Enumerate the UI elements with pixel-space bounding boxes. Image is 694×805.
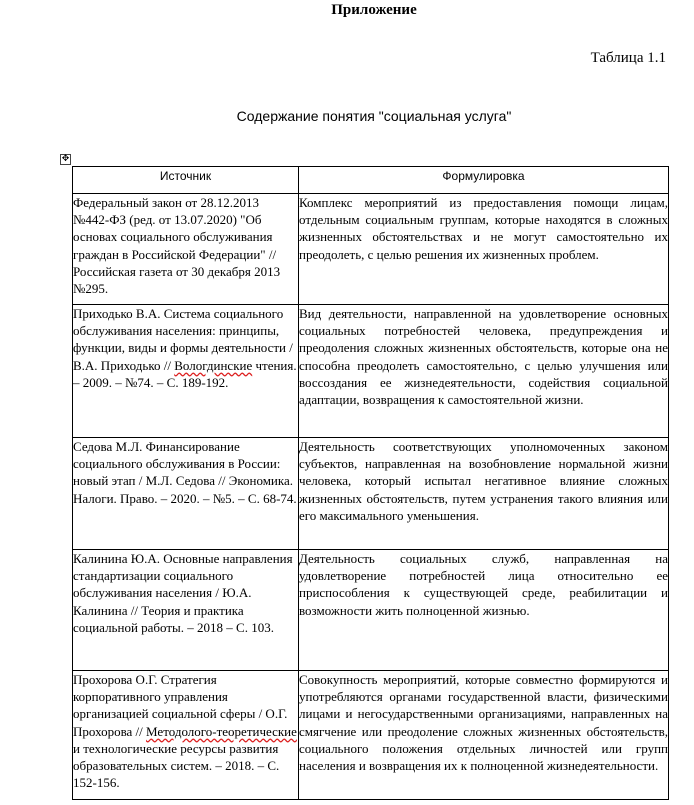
source-cell: Седова М.Л. Финансирование социального обслуживания в России: новый этап / М.Л. Седова // Экономика. Налоги. Право. – 2020. – №5. – С. 68-74. [73,438,299,550]
source-text: Прохорова О.Г. Стратегия корпоративного управления организацией социальной сферы / О.Г. Прохорова // [73,672,288,739]
definition-cell: Комплекс мероприятий из предоставления помощи лицам, отдельным социальным группам, которые находятся в сложных жизненных обстоятельствах и не могут самостоятельно их преодолеть, с целью решения их жизненных проблем. [299,194,669,305]
definition-cell: Совокупность мероприятий, которые совместно формируются и употребляются органами государственной власти, физическими лицами и негосударственными организациями, направленных на смягчение или преодоление сложных жизненных обстоятельств, социального положения отдельных личностей или групп населения и возвращения их к полноценной жизнедеятельности. [299,671,669,800]
source-text: и технологические ресурсы развития образовательных систем. – 2018. – С. 152-156. [73,740,280,791]
source-cell: Федеральный закон от 28.12.2013 №442-ФЗ (ред. от 13.07.2020) "Об основах социального обслуживания граждан в Российской Федерации" // Российская газета от 30 декабря 2013 №295. [73,194,299,305]
appendix-heading: Приложение [331,2,417,18]
source-text: чтения. – 2009. – №74. – С. 189-192. [73,357,297,390]
spellcheck-marked-word: Вологдинские [174,357,253,373]
sources-table [72,166,669,800]
table-row [73,671,669,800]
table-row [73,550,669,671]
definition-cell: Деятельность социальных служб, направленная на удовлетворение потребностей лица относительно ее приспособления к существующей среде, реабилитации и возможности жить полноценной жизнью. [299,550,669,671]
table-move-handle-icon[interactable]: ✥ [61,154,70,164]
definition-cell: Деятельность соответствующих уполномоченных законом субъектов, направленная на возобновление нормальной жизни человека, который испытал негативное влияние сложных жизненных обстоятельств, путем устранения такого влияния или его максимального уменьшения. [299,438,669,550]
table-row [73,305,669,438]
table-row [73,194,669,305]
source-cell [73,305,299,438]
table-number: Таблица 1.1 [590,50,666,66]
table-header-row [73,167,669,194]
table-row [73,438,669,550]
definition-cell: Вид деятельности, направленной на удовлетворение основных социальных потребностей человека, предупреждения и преодоления сложных жизненных обстоятельств, которые она не способна преодолеть самостоятельно, с целью улучшения или воссоздания ее жизнедеятельности, содействия социальной адаптации, возвращения к самостоятельной жизни. [299,305,669,438]
source-text: Приходько В.А. Система социального обслуживания населения: принципы, функции, виды и формы деятельности / В.А. Приходько // [73,306,293,373]
header-source: Источник [73,167,299,194]
spellcheck-marked-word: Методолого-теоретические [146,723,297,739]
header-definition: Формулировка [299,167,669,194]
table-caption: Содержание понятия "социальная услуга" [236,108,512,124]
source-cell: Калинина Ю.А. Основные направления стандартизации социального обслуживания населения / Ю.А. Калинина // Теория и практика социальной работы. – 2018 – С. 103. [73,550,299,671]
source-cell [73,671,299,800]
